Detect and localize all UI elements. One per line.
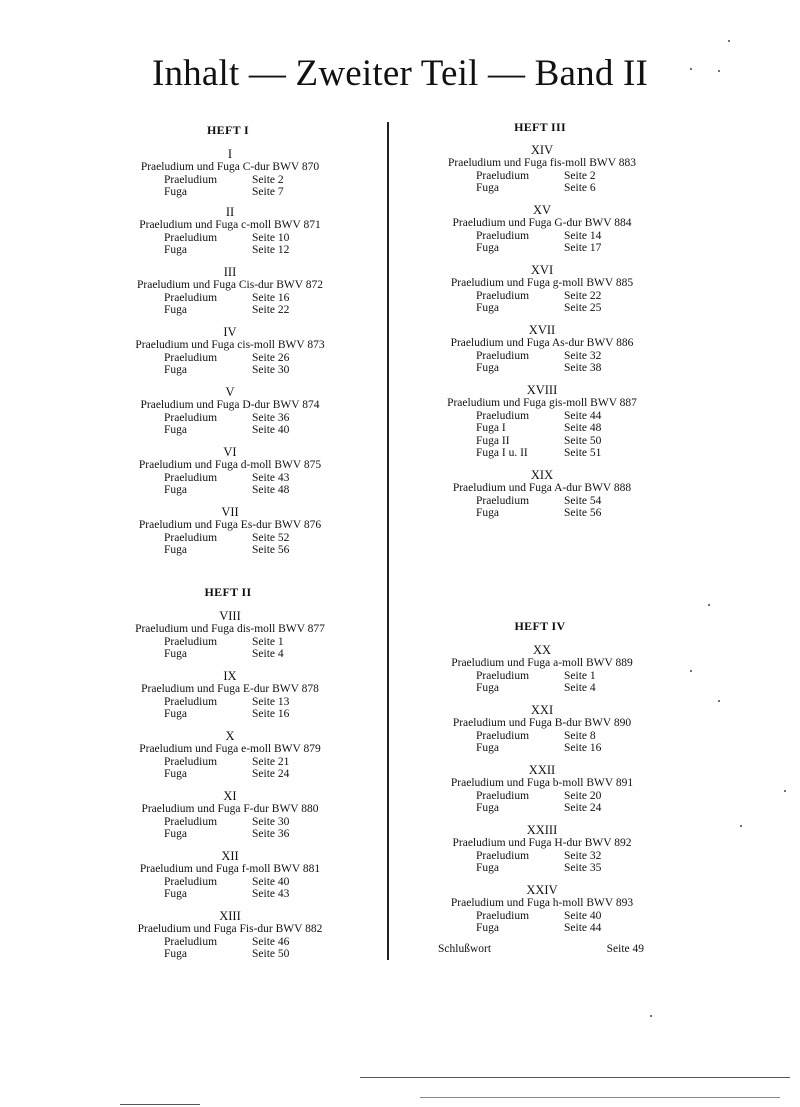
entry-part-row (120, 424, 340, 437)
part-label: Praeludium (476, 494, 530, 507)
entry-number: IV (223, 325, 237, 339)
entry-part-row (120, 174, 340, 187)
entry-part-row (120, 756, 340, 769)
part-label: Praeludium (164, 471, 218, 484)
entry-title: Praeludium und Fuga F-dur BWV 880 (141, 803, 319, 815)
entry-part-row (432, 790, 652, 803)
part-page: Seite 56 (564, 507, 602, 519)
entry-title: Praeludium und Fuga E-dur BWV 878 (141, 683, 319, 695)
part-page: Seite 13 (252, 695, 290, 708)
contents-entry (120, 730, 340, 781)
entry-part-row (120, 472, 340, 485)
part-page: Seite 40 (252, 424, 290, 436)
entry-part-row (432, 862, 652, 875)
entry-number: XXII (528, 763, 556, 777)
part-label: Fuga (476, 302, 499, 314)
entry-number: XI (223, 789, 237, 803)
entry-part-row (432, 910, 652, 923)
entry-number: XX (532, 643, 552, 657)
entry-part-row (432, 242, 652, 255)
entry-part-row (432, 230, 652, 243)
part-page: Seite 22 (252, 304, 290, 316)
entry-part-row (120, 936, 340, 949)
entry-title: Praeludium und Fuga h-moll BWV 893 (450, 897, 634, 909)
part-label: Fuga (164, 828, 187, 840)
entry-part-row (432, 922, 652, 935)
part-label: Praeludium (476, 409, 530, 422)
scan-speck (784, 790, 786, 792)
part-page: Seite 43 (252, 471, 290, 484)
scan-rule (360, 1077, 790, 1078)
part-label: Fuga (164, 364, 187, 376)
entry-part-row (120, 186, 340, 199)
entry-part-row (120, 876, 340, 889)
entry-part-row (120, 292, 340, 305)
entry-number: XVII (528, 323, 556, 337)
entry-title: Praeludium und Fuga Fis-dur BWV 882 (137, 923, 323, 935)
part-page: Seite 50 (252, 948, 290, 960)
entry-part-row (120, 768, 340, 781)
entry-title: Praeludium und Fuga As-dur BWV 886 (450, 337, 634, 349)
contents-entry (432, 204, 652, 255)
part-page: Seite 35 (564, 862, 602, 874)
entry-part-row (120, 412, 340, 425)
part-label: Fuga II (476, 434, 510, 447)
part-label: Fuga (164, 244, 187, 256)
entry-title: Praeludium und Fuga C-dur BWV 870 (140, 161, 320, 173)
part-page: Seite 30 (252, 815, 290, 828)
entry-part-row (432, 850, 652, 863)
part-page: Seite 16 (564, 742, 602, 754)
entry-number: XII (221, 849, 239, 863)
part-label: Fuga (476, 802, 499, 814)
part-label: Fuga (164, 424, 187, 436)
part-page: Seite 4 (564, 682, 596, 694)
part-label: Praeludium (164, 411, 218, 424)
part-page: Seite 32 (564, 349, 602, 362)
heft-heading: HEFT IV (514, 619, 566, 633)
entry-number: VIII (219, 609, 241, 623)
part-page: Seite 14 (564, 229, 602, 242)
part-page: Seite 17 (564, 242, 602, 254)
entry-part-row (432, 802, 652, 815)
entry-number: XXIV (526, 883, 558, 897)
entry-title: Praeludium und Fuga A-dur BWV 888 (452, 482, 632, 494)
part-page: Seite 40 (564, 909, 602, 922)
entry-title: Praeludium und Fuga G-dur BWV 884 (452, 217, 632, 229)
part-page: Seite 48 (252, 484, 290, 496)
part-page: Seite 8 (564, 729, 596, 742)
part-label: Fuga (164, 484, 187, 496)
schlusswort-label: Schlußwort (438, 943, 492, 955)
part-page: Seite 48 (564, 422, 602, 434)
part-page: Seite 46 (252, 935, 290, 948)
entry-title: Praeludium und Fuga Es-dur BWV 876 (138, 519, 322, 531)
entry-title: Praeludium und Fuga e-moll BWV 879 (139, 743, 321, 755)
part-page: Seite 24 (564, 802, 602, 814)
part-page: Seite 36 (252, 828, 290, 840)
part-page: Seite 38 (564, 362, 602, 374)
part-page: Seite 4 (252, 648, 284, 660)
part-label: Praeludium (476, 849, 530, 862)
scan-speck (650, 1015, 652, 1017)
entry-number: II (225, 205, 235, 219)
contents-entry (120, 850, 340, 901)
entry-number: I (227, 147, 233, 161)
part-label: Fuga (164, 768, 187, 780)
contents-entry (120, 148, 340, 199)
entry-part-row (432, 742, 652, 755)
part-label: Praeludium (164, 531, 218, 544)
part-page: Seite 22 (564, 289, 602, 302)
entry-number: XIII (219, 909, 241, 923)
entry-number: X (225, 729, 235, 743)
part-label: Praeludium (164, 695, 218, 708)
part-page: Seite 36 (252, 411, 290, 424)
part-label: Fuga (476, 742, 499, 754)
part-page: Seite 16 (252, 708, 290, 720)
contents-entry (120, 610, 340, 661)
part-label: Fuga (164, 648, 187, 660)
part-label: Praeludium (476, 729, 530, 742)
entry-title: Praeludium und Fuga f-moll BWV 881 (139, 863, 321, 875)
entry-part-row (120, 636, 340, 649)
entry-number: V (225, 385, 235, 399)
part-page: Seite 25 (564, 302, 602, 314)
entry-part-row (432, 362, 652, 375)
contents-entry (432, 144, 652, 195)
contents-entry (120, 266, 340, 317)
scan-speck (728, 40, 730, 42)
entry-number: VII (221, 505, 239, 519)
entry-part-row (120, 232, 340, 245)
entry-part-row (120, 816, 340, 829)
entry-part-row (432, 670, 652, 683)
part-label: Praeludium (164, 635, 218, 648)
column-divider (387, 122, 389, 960)
entry-number: III (223, 265, 237, 279)
part-page: Seite 7 (252, 186, 284, 198)
part-page: Seite 30 (252, 364, 290, 376)
part-label: Fuga (476, 362, 499, 374)
part-page: Seite 54 (564, 494, 602, 507)
entry-part-row (432, 422, 652, 435)
entry-part-row (432, 302, 652, 315)
part-label: Fuga (476, 682, 499, 694)
contents-entry (432, 264, 652, 315)
entry-part-row (432, 507, 652, 520)
part-page: Seite 24 (252, 768, 290, 780)
entry-part-row (120, 888, 340, 901)
entry-number: XXIII (526, 823, 558, 837)
entry-part-row (120, 696, 340, 709)
entry-part-row (120, 532, 340, 545)
heft-heading: HEFT I (207, 123, 249, 137)
entry-title: Praeludium und Fuga B-dur BWV 890 (452, 717, 632, 729)
scan-speck (708, 604, 710, 606)
part-label: Praeludium (476, 669, 530, 682)
entry-part-row (432, 682, 652, 695)
part-label: Praeludium (476, 169, 530, 182)
scan-rule (120, 1104, 200, 1105)
part-page: Seite 43 (252, 888, 290, 900)
entry-part-row (432, 410, 652, 423)
scan-speck (718, 700, 720, 702)
entry-title: Praeludium und Fuga D-dur BWV 874 (140, 399, 320, 411)
contents-entry (432, 384, 652, 460)
contents-entry (432, 324, 652, 375)
entry-number: VI (223, 445, 237, 459)
part-label: Praeludium (164, 231, 218, 244)
entry-number: XIV (530, 143, 554, 157)
entry-number: XXI (530, 703, 554, 717)
part-label: Praeludium (164, 875, 218, 888)
entry-part-row (120, 484, 340, 497)
part-page: Seite 1 (564, 669, 596, 682)
part-label: Praeludium (476, 289, 530, 302)
scan-speck (718, 70, 720, 72)
entry-part-row (120, 244, 340, 257)
entry-part-row (120, 304, 340, 317)
entry-part-row (432, 350, 652, 363)
part-label: Fuga (164, 544, 187, 556)
contents-entry (432, 884, 652, 935)
entry-part-row (120, 364, 340, 377)
entry-number: XVI (530, 263, 554, 277)
entry-title: Praeludium und Fuga fis-moll BWV 883 (448, 157, 636, 169)
part-page: Seite 2 (564, 169, 596, 182)
part-label: Praeludium (164, 755, 218, 768)
entry-title: Praeludium und Fuga a-moll BWV 889 (451, 657, 633, 669)
part-label: Fuga (164, 708, 187, 720)
entry-part-row (432, 495, 652, 508)
part-page: Seite 44 (564, 409, 602, 422)
page-title: Inhalt — Zweiter Teil — Band II (151, 53, 649, 94)
heft-heading: HEFT II (204, 585, 252, 599)
schlusswort-page: Seite 49 (606, 943, 644, 955)
scan-speck (690, 68, 692, 70)
part-label: Fuga (476, 922, 499, 934)
part-page: Seite 52 (252, 531, 290, 544)
entry-part-row (120, 352, 340, 365)
entry-part-row (120, 708, 340, 721)
entry-title: Praeludium und Fuga gis-moll BWV 887 (447, 397, 637, 409)
part-page: Seite 40 (252, 875, 290, 888)
part-page: Seite 21 (252, 755, 290, 768)
entry-part-row (432, 435, 652, 448)
part-label: Fuga (476, 242, 499, 254)
entry-part-row (432, 447, 652, 460)
part-label: Fuga I (476, 422, 506, 434)
heft-heading: HEFT III (514, 120, 566, 134)
part-label: Fuga (164, 888, 187, 900)
entry-title: Praeludium und Fuga dis-moll BWV 877 (135, 623, 325, 635)
contents-entry (120, 670, 340, 721)
contents-entry (432, 469, 652, 520)
part-label: Praeludium (164, 351, 218, 364)
scan-speck (740, 825, 742, 827)
part-label: Praeludium (476, 909, 530, 922)
schlusswort-entry (438, 943, 644, 955)
entry-part-row (120, 648, 340, 661)
contents-entry (432, 644, 652, 695)
part-page: Seite 12 (252, 244, 290, 256)
part-label: Fuga (476, 182, 499, 194)
contents-entry (120, 446, 340, 497)
part-label: Fuga (164, 948, 187, 960)
part-page: Seite 51 (564, 447, 602, 459)
part-label: Fuga I u. II (476, 447, 528, 459)
entry-title: Praeludium und Fuga Cis-dur BWV 872 (136, 279, 324, 291)
entry-part-row (432, 290, 652, 303)
entry-part-row (120, 544, 340, 557)
contents-entry (120, 506, 340, 557)
part-page: Seite 50 (564, 434, 602, 447)
part-label: Fuga (164, 186, 187, 198)
contents-entry (432, 704, 652, 755)
part-label: Praeludium (164, 291, 218, 304)
part-page: Seite 26 (252, 351, 290, 364)
scan-rule (420, 1097, 780, 1098)
part-page: Seite 32 (564, 849, 602, 862)
entry-part-row (120, 948, 340, 961)
contents-entry (120, 386, 340, 437)
part-label: Praeludium (476, 789, 530, 802)
contents-entry (120, 910, 340, 961)
part-label: Praeludium (164, 815, 218, 828)
entry-number: XV (532, 203, 552, 217)
scan-speck (690, 670, 692, 672)
entry-title: Praeludium und Fuga g-moll BWV 885 (450, 277, 634, 289)
entry-title: Praeludium und Fuga cis-moll BWV 873 (135, 339, 325, 351)
entry-title: Praeludium und Fuga b-moll BWV 891 (450, 777, 634, 789)
part-page: Seite 20 (564, 789, 602, 802)
part-page: Seite 10 (252, 231, 290, 244)
contents-entry (120, 326, 340, 377)
part-label: Praeludium (164, 173, 218, 186)
entry-part-row (432, 182, 652, 195)
entry-title: Praeludium und Fuga c-moll BWV 871 (139, 219, 321, 231)
part-page: Seite 16 (252, 291, 290, 304)
entry-title: Praeludium und Fuga H-dur BWV 892 (452, 837, 632, 849)
entry-title: Praeludium und Fuga d-moll BWV 875 (138, 459, 322, 471)
contents-entry (432, 824, 652, 875)
contents-entry (432, 764, 652, 815)
part-label: Praeludium (476, 229, 530, 242)
part-label: Fuga (476, 507, 499, 519)
entry-number: XIX (530, 468, 554, 482)
part-label: Praeludium (164, 935, 218, 948)
part-label: Fuga (164, 304, 187, 316)
part-page: Seite 2 (252, 173, 284, 186)
entry-part-row (432, 170, 652, 183)
part-page: Seite 56 (252, 544, 290, 556)
part-page: Seite 6 (564, 182, 596, 194)
part-page: Seite 1 (252, 635, 284, 648)
entry-part-row (432, 730, 652, 743)
part-page: Seite 44 (564, 922, 602, 934)
contents-entry (120, 206, 340, 257)
part-label: Praeludium (476, 349, 530, 362)
entry-number: IX (223, 669, 237, 683)
contents-entry (120, 790, 340, 841)
part-label: Fuga (476, 862, 499, 874)
entry-part-row (120, 828, 340, 841)
entry-number: XVIII (526, 383, 558, 397)
